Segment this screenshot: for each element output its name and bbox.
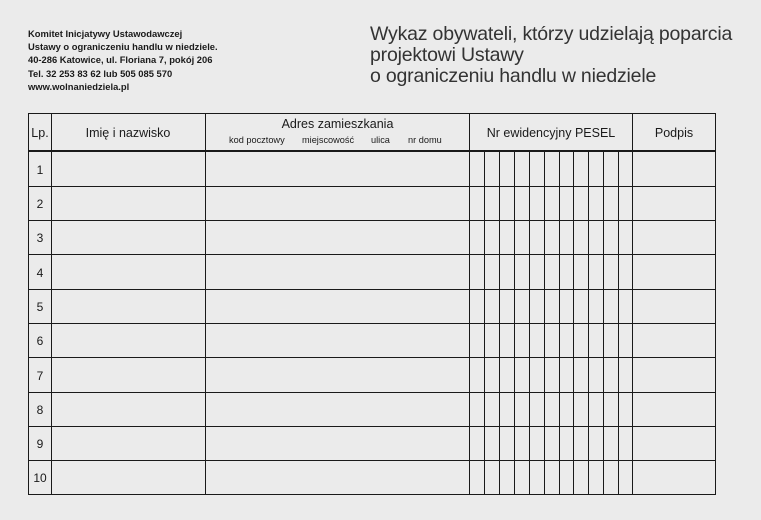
header-address-street: ulica (371, 135, 390, 145)
document-title (370, 24, 732, 87)
committee-subject: Ustawy o ograniczeniu handlu w niedziele. (28, 41, 218, 53)
header-divider (29, 150, 715, 152)
header-lp: Lp. (31, 125, 49, 140)
row-divider (29, 323, 715, 324)
committee-info (28, 27, 218, 93)
row-divider (29, 460, 715, 461)
row-number: 9 (36, 437, 44, 451)
row-divider (29, 289, 715, 290)
header-name: Imię i nazwisko (85, 125, 171, 140)
row-divider (29, 426, 715, 427)
column-divider (205, 114, 206, 494)
header-signature: Podpis (654, 125, 694, 140)
committee-website: www.wolnaniedziela.pl (28, 80, 130, 92)
row-divider (29, 220, 715, 221)
committee-name: Komitet Inicjatywy Ustawodawczej (28, 28, 183, 39)
committee-phone: Tel. 32 253 83 62 lub 505 085 570 (28, 67, 173, 79)
column-divider (632, 114, 633, 494)
document-title-line-2: projektowi Ustawy (370, 44, 524, 66)
row-number: 5 (36, 300, 44, 314)
document-title-line-3: o ograniczeniu handlu w niedziele (370, 65, 657, 87)
header-pesel: Nr ewidencyjny PESEL (486, 125, 616, 140)
header-address-city: miejscowość (302, 135, 355, 145)
row-number: 10 (33, 471, 47, 485)
signature-table (28, 113, 716, 495)
row-number: 2 (36, 197, 44, 211)
header-address-postal: kod pocztowy (229, 135, 285, 145)
row-number: 3 (36, 231, 44, 245)
header-address: Adres zamieszkania (281, 117, 394, 131)
row-number: 1 (36, 163, 44, 177)
row-number: 8 (36, 403, 44, 417)
row-number: 7 (36, 369, 44, 383)
row-number: 6 (36, 334, 44, 348)
row-divider (29, 186, 715, 187)
row-divider (29, 357, 715, 358)
header-address-house: nr domu (408, 135, 442, 145)
row-divider (29, 254, 715, 255)
committee-address: 40-286 Katowice, ul. Floriana 7, pokój 206 (28, 54, 213, 66)
column-divider (51, 114, 52, 494)
document-title-line-1: Wykaz obywateli, którzy udzielają poparcia (370, 23, 733, 45)
column-divider (469, 114, 470, 494)
row-number: 4 (36, 266, 44, 280)
row-divider (29, 392, 715, 393)
